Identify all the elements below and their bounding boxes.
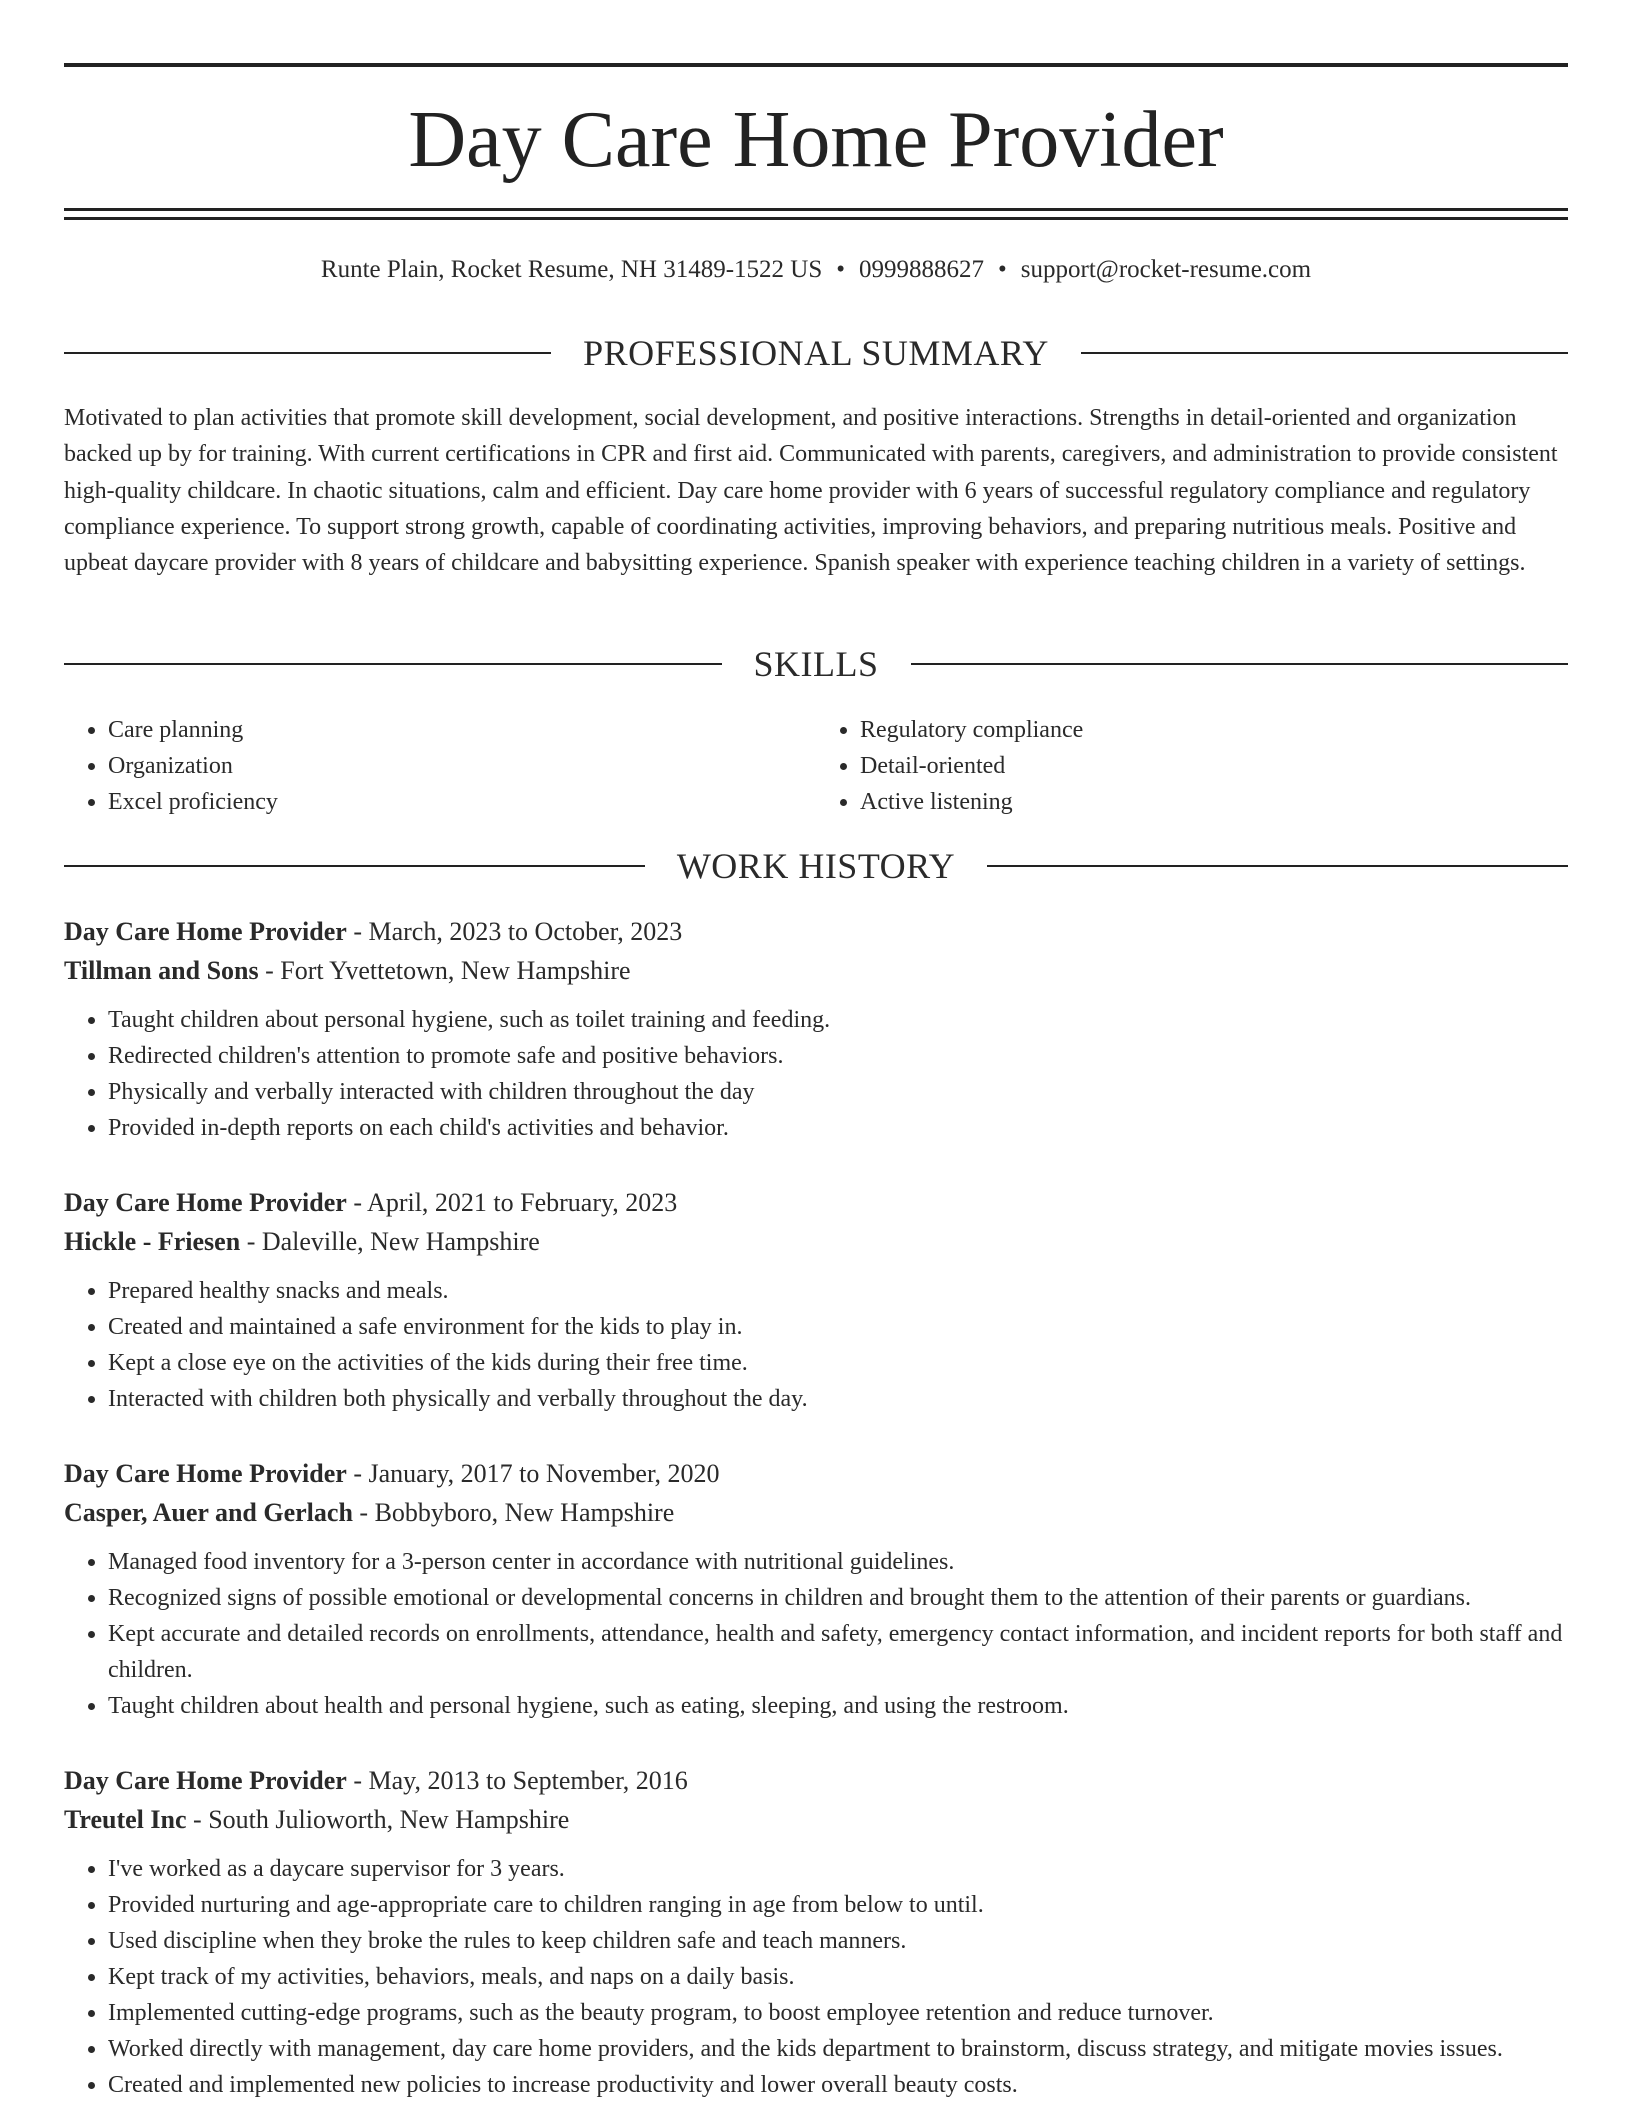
job-company: Casper, Auer and Gerlach xyxy=(64,1498,353,1527)
skill-item: • Regulatory compliance xyxy=(860,712,1568,748)
job-bullet: • Created and implemented new policies to increase productivity and lower overall beauty costs. xyxy=(108,2067,1568,2103)
job-bullets xyxy=(64,1002,1568,1146)
job-bullet: • Kept accurate and detailed records on enrollments, attendance, health and safety, emergency contact information, and incident reports for both staff and children. xyxy=(108,1616,1568,1688)
job-company-line xyxy=(64,1801,1568,1839)
job-location: - South Julioworth, New Hampshire xyxy=(186,1805,570,1834)
skills-column-left xyxy=(64,712,816,820)
job-company: Hickle - Friesen xyxy=(64,1227,241,1256)
heading-rule-left xyxy=(64,352,551,354)
job-title-line xyxy=(64,1184,1568,1222)
heading-rule-right xyxy=(1081,352,1568,354)
job-title-line xyxy=(64,1762,1568,1800)
section-heading-label: SKILLS xyxy=(753,644,879,684)
job-title-line xyxy=(64,1455,1568,1493)
document-title: Day Care Home Provider xyxy=(408,96,1224,184)
job-entry xyxy=(64,1455,1568,1724)
section-heading-summary xyxy=(64,331,1568,375)
job-dates: - April, 2021 to February, 2023 xyxy=(346,1188,678,1217)
job-location: - Daleville, New Hampshire xyxy=(240,1227,540,1256)
contact-address: Runte Plain, Rocket Resume, NH 31489-1522 US xyxy=(320,256,823,283)
job-bullets xyxy=(64,1273,1568,1417)
job-bullet: • Used discipline when they broke the rules to keep children safe and teach manners. xyxy=(108,1923,1568,1959)
rule-lower xyxy=(64,217,1568,220)
heading-rule-left xyxy=(64,865,645,867)
job-company-line xyxy=(64,1494,1568,1532)
job-bullet: • Created and maintained a safe environment for the kids to play in. xyxy=(108,1309,1568,1345)
job-company-line xyxy=(64,952,1568,990)
skill-item: • Care planning xyxy=(108,712,816,748)
skills-list xyxy=(64,712,1568,820)
job-bullet: • Managed food inventory for a 3-person center in accordance with nutritional guidelines. xyxy=(108,1544,1568,1580)
job-location: - Bobbyboro, New Hampshire xyxy=(352,1498,675,1527)
job-bullet: • Provided in-depth reports on each child's activities and behavior. xyxy=(108,1110,1568,1146)
job-company: Treutel Inc xyxy=(64,1805,187,1834)
job-bullet: • Kept track of my activities, behaviors, meals, and naps on a daily basis. xyxy=(108,1959,1568,1995)
job-bullet: • Kept a close eye on the activities of the kids during their free time. xyxy=(108,1345,1568,1381)
section-heading-skills xyxy=(64,642,1568,686)
job-title: Day Care Home Provider xyxy=(64,1459,347,1488)
job-entry xyxy=(64,1762,1568,2103)
contact-phone: 0999888627 xyxy=(859,256,985,283)
job-bullet: • Taught children about personal hygiene, such as toilet training and feeding. xyxy=(108,1002,1568,1038)
job-dates: - May, 2013 to September, 2016 xyxy=(346,1766,688,1795)
job-bullet: • Provided nurturing and age-appropriate care to children ranging in age from below to until. xyxy=(108,1887,1568,1923)
heading-rule-right xyxy=(987,865,1568,867)
job-dates: - January, 2017 to November, 2020 xyxy=(346,1459,720,1488)
job-entry xyxy=(64,913,1568,1146)
rule-upper xyxy=(64,208,1568,211)
job-bullet: • Taught children about health and personal hygiene, such as eating, sleeping, and using the restroom. xyxy=(108,1688,1568,1724)
section-heading-label: WORK HISTORY xyxy=(676,846,956,886)
job-bullets xyxy=(64,1851,1568,2103)
job-company-line xyxy=(64,1223,1568,1261)
contact-separator: • xyxy=(836,256,846,283)
contact-separator: • xyxy=(998,256,1007,283)
job-title: Day Care Home Provider xyxy=(64,1766,347,1795)
job-bullet: • I've worked as a daycare supervisor for 3 years. xyxy=(108,1851,1568,1887)
job-title: Day Care Home Provider xyxy=(64,917,347,946)
job-company: Tillman and Sons xyxy=(64,956,259,985)
job-bullet: • Prepared healthy snacks and meals. xyxy=(108,1273,1568,1309)
job-bullet: • Redirected children's attention to promote safe and positive behaviors. xyxy=(108,1038,1568,1074)
heading-rule-right xyxy=(911,663,1569,665)
heading-rule-left xyxy=(64,663,722,665)
job-bullets xyxy=(64,1544,1568,1724)
job-bullet: • Interacted with children both physically and verbally throughout the day. xyxy=(108,1381,1568,1417)
skill-item: • Active listening xyxy=(860,784,1568,820)
job-title-line xyxy=(64,913,1568,951)
skill-item: • Excel proficiency xyxy=(108,784,816,820)
job-bullet: • Implemented cutting-edge programs, such as the beauty program, to boost employee retention and reduce turnover. xyxy=(108,1995,1568,2031)
job-dates: - March, 2023 to October, 2023 xyxy=(346,917,683,946)
job-bullet: • Worked directly with management, day care home providers, and the kids department to brainstorm, discuss strategy, and mitigate movies issues. xyxy=(108,2031,1568,2067)
job-bullet: • Physically and verbally interacted with children throughout the day xyxy=(108,1074,1568,1110)
skill-item: • Organization xyxy=(108,748,816,784)
skills-column-right xyxy=(816,712,1568,820)
summary-text: Motivated to plan activities that promote skill development, social development, and positive interactions. Strengths in detail-oriented and organization backed up by for training. With current certifications in CPR and first aid. Communicated with parents, caregivers, and administration to provide consistent high-quality childcare. In chaotic situations, calm and efficient. Day care home provider with 6 years of successful regulatory compliance and regulatory compliance experience. To support strong growth, capable of coordinating activities, improving behaviors, and preparing nutritious meals. Positive and upbeat daycare provider with 8 years of childcare and babysitting experience. Spanish speaker with experience teaching children in a variety of settings. xyxy=(64,405,1558,577)
title-double-rule xyxy=(64,208,1568,220)
skill-item: • Detail-oriented xyxy=(860,748,1568,784)
contact-email: support@rocket-resume.com xyxy=(1020,256,1312,283)
job-bullet: • Recognized signs of possible emotional or developmental concerns in children and brought them to the attention of their parents or guardians. xyxy=(108,1580,1568,1616)
top-rule xyxy=(64,63,1568,67)
section-heading-work-history xyxy=(64,844,1568,888)
contact-line xyxy=(64,252,1568,288)
section-heading-label: PROFESSIONAL SUMMARY xyxy=(583,333,1049,373)
job-title: Day Care Home Provider xyxy=(64,1188,347,1217)
job-location: - Fort Yvettetown, New Hampshire xyxy=(258,956,631,985)
job-entry xyxy=(64,1184,1568,1417)
